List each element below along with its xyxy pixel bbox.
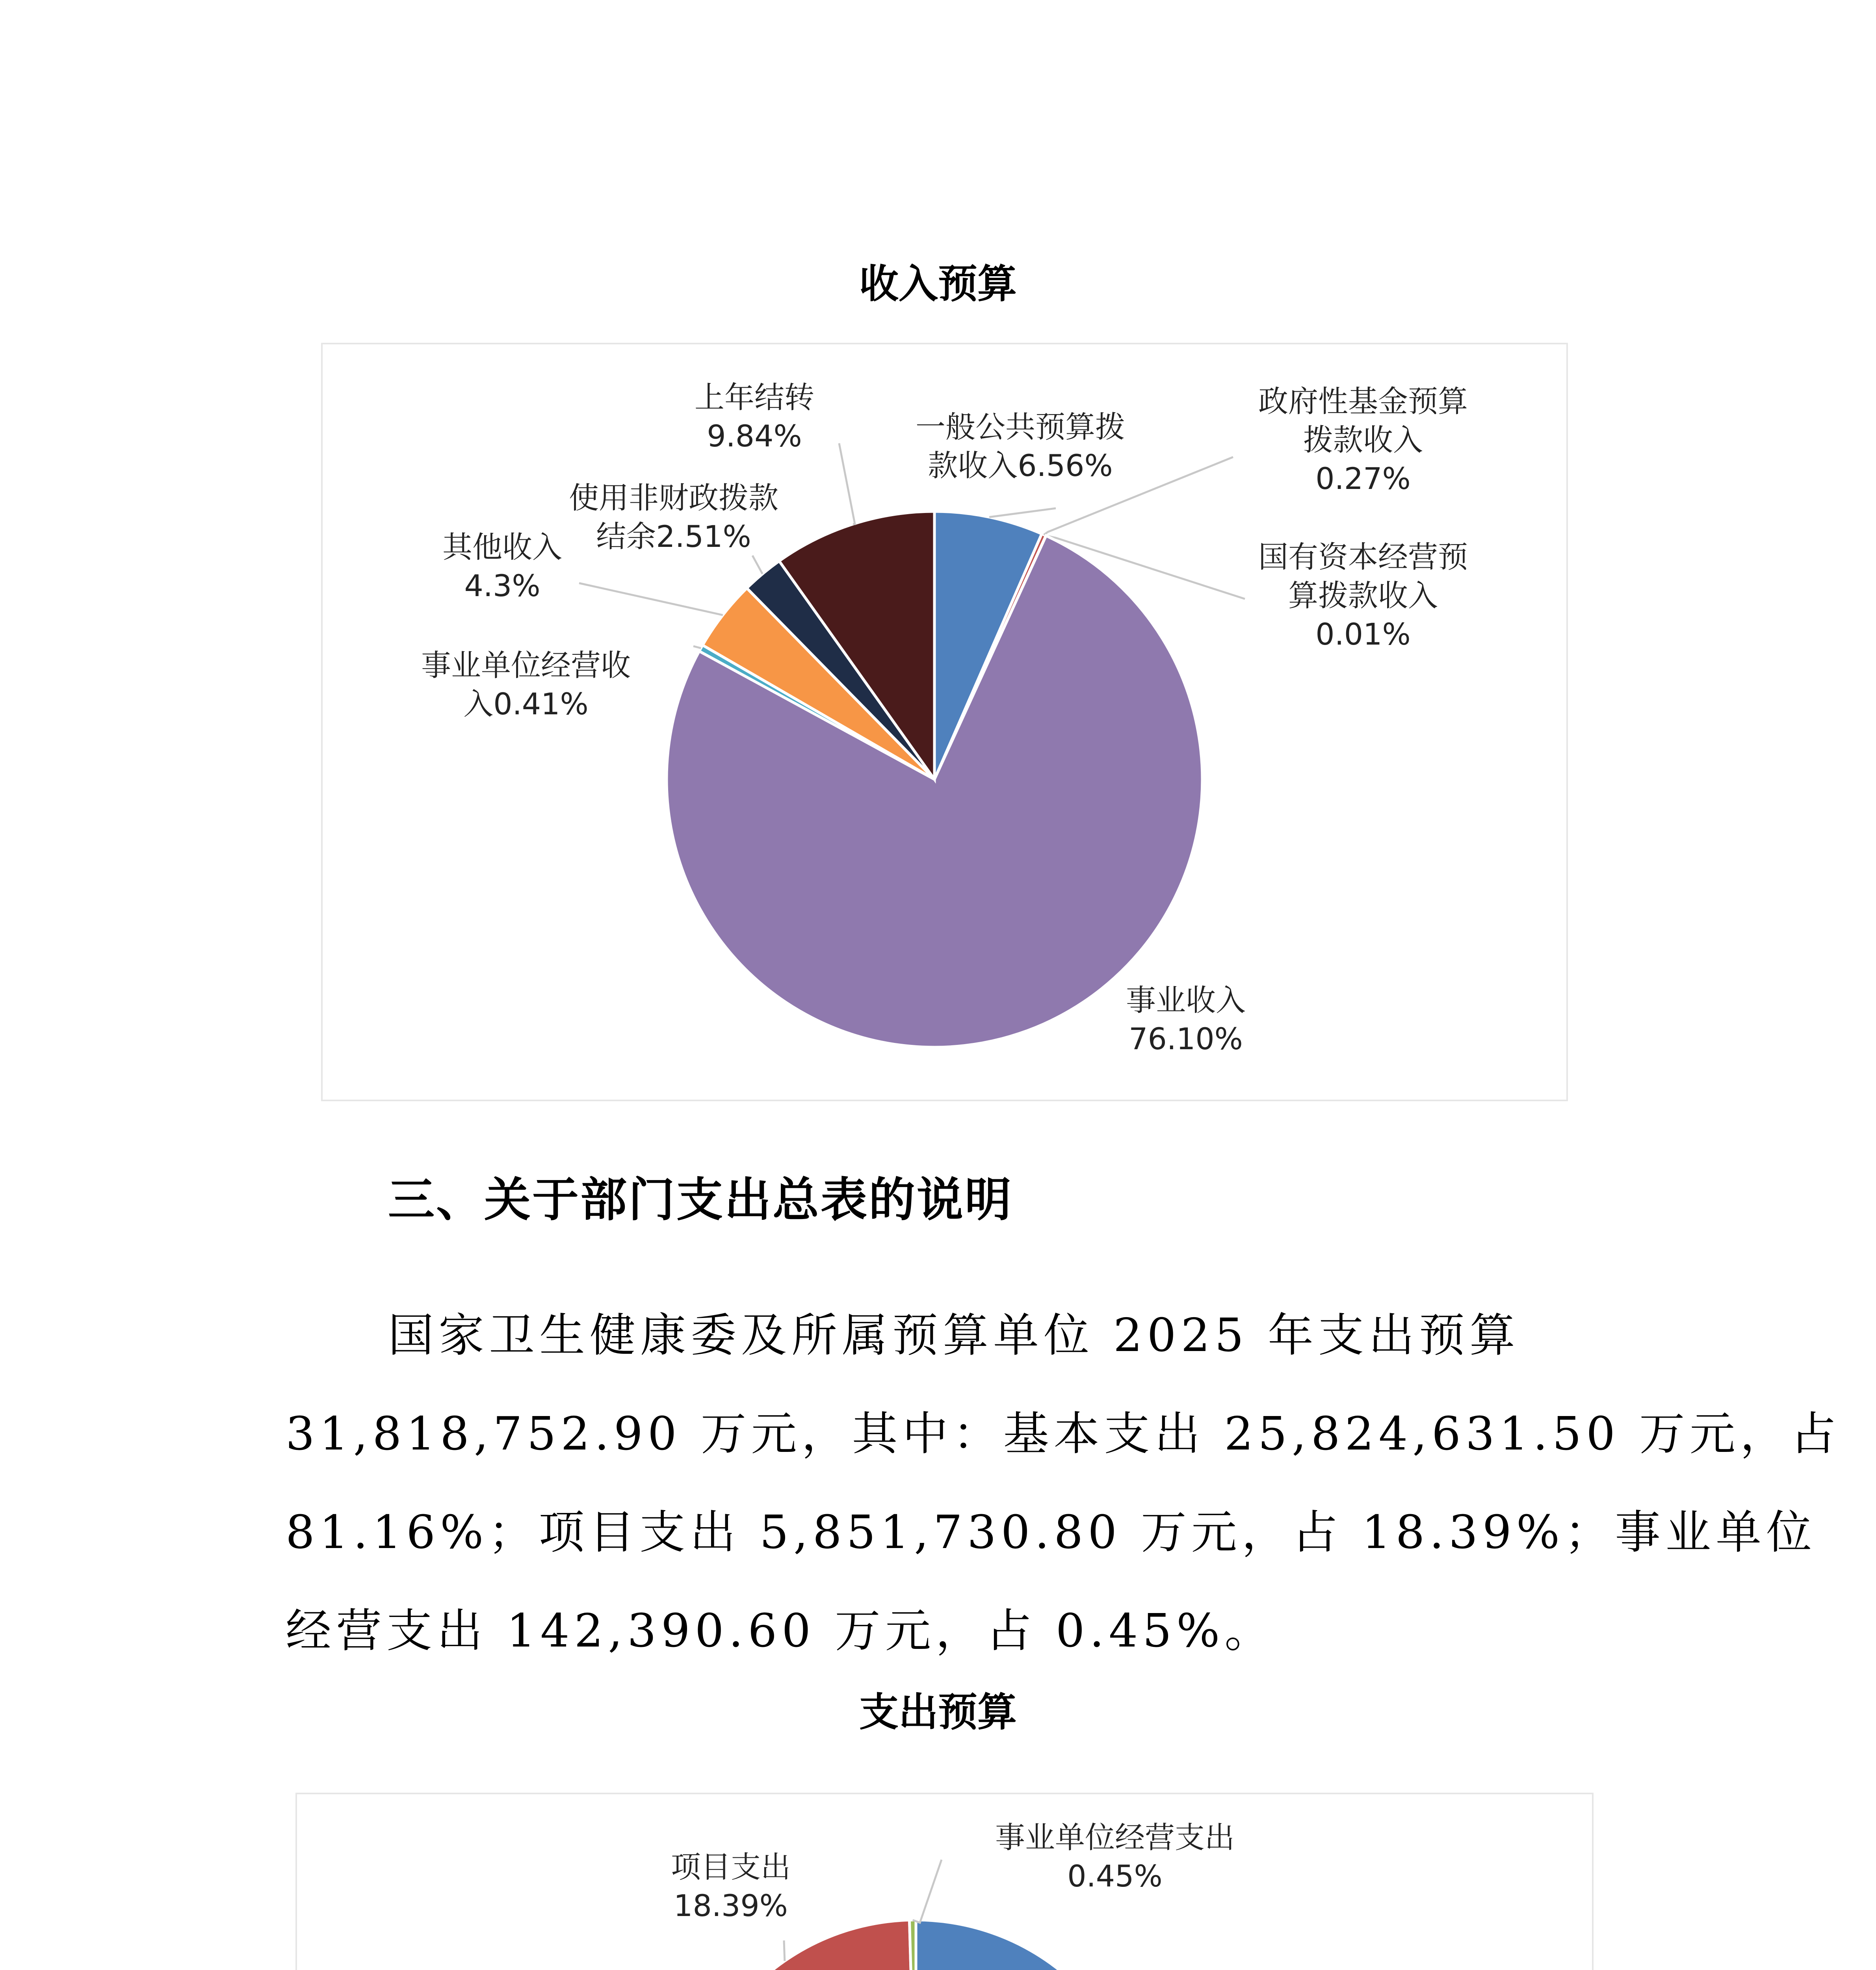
slice-label-2-2: 项目支出 18.39% bbox=[671, 1849, 791, 1923]
slice-label-1-1: 一般公共预算拨款收入6.56% bbox=[916, 409, 1125, 483]
slice-label-1-3: 国有资本经营预算拨款收入 0.01% bbox=[1258, 539, 1468, 652]
slice-label-1-4: 事业收入 76.10% bbox=[1126, 983, 1246, 1056]
paragraph-line-4: 经营支出 142,390.60 万元，占 0.45%。 bbox=[286, 1604, 1275, 1658]
leader-line-1-1 bbox=[989, 508, 1056, 517]
slice-label-2-3: 事业单位经营支出 0.45% bbox=[995, 1820, 1235, 1894]
leader-line-2-2 bbox=[784, 1940, 785, 1961]
paragraph-line-1: 国家卫生健康委及所属预算单位 2025 年支出预算 bbox=[388, 1309, 1520, 1362]
pie-slice-2-2 bbox=[702, 1920, 916, 1970]
section-heading: 三、关于部门支出总表的说明 bbox=[388, 1173, 1013, 1227]
expense-chart-title: 支出预算 bbox=[859, 1689, 1017, 1735]
slice-label-1-6: 其他收入 4.3% bbox=[442, 530, 562, 603]
leader-line-1-8 bbox=[839, 443, 855, 524]
pie-slice-2-3 bbox=[909, 1920, 916, 1970]
leader-line-1-5 bbox=[693, 646, 701, 648]
slice-label-1-5: 事业单位经营收入0.41% bbox=[421, 648, 631, 721]
pie-chart-2 bbox=[671, 1820, 1235, 1970]
slice-label-1-7: 使用非财政拨款结余2.51% bbox=[569, 480, 778, 554]
paragraph-line-3: 81.16%；项目支出 5,851,730.80 万元，占 18.39%；事业单位 bbox=[286, 1506, 1817, 1559]
slice-label-1-8: 上年结转 9.84% bbox=[695, 380, 814, 453]
income-chart-title: 收入预算 bbox=[859, 261, 1017, 307]
pie-chart-1 bbox=[421, 380, 1468, 1056]
leader-line-1-6 bbox=[579, 583, 723, 615]
paragraph-line-2: 31,818,752.90 万元，其中：基本支出 25,824,631.50 万元，占 bbox=[286, 1407, 1841, 1461]
slice-label-1-2: 政府性基金预算拨款收入 0.27% bbox=[1258, 384, 1468, 496]
leader-line-2-3 bbox=[913, 1860, 942, 1923]
leader-line-1-7 bbox=[752, 556, 762, 574]
